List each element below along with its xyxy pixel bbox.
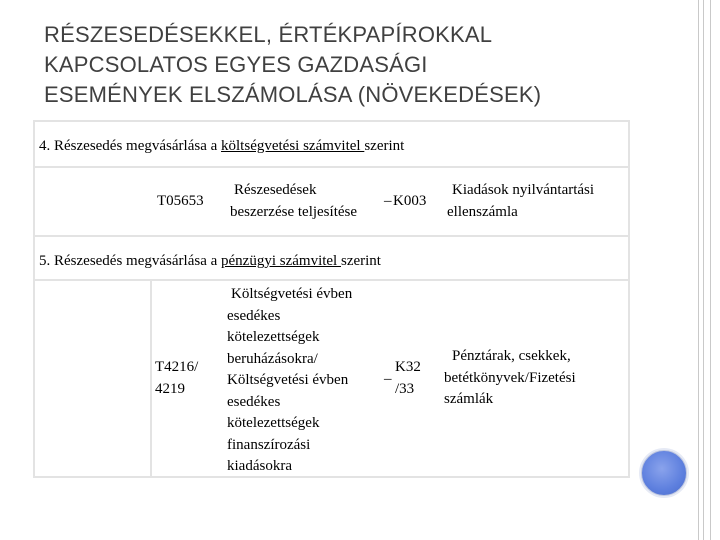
credit-account: K32 /33 [395, 359, 421, 397]
section-4-table [33, 120, 630, 237]
debit-description: Részesedések beszerzése teljesítése [230, 182, 358, 220]
section-5-heading: 5. Részesedés megvásárlása a pénzügyi számvitel szerint [39, 253, 381, 269]
debit-account: T05653 [157, 193, 204, 209]
credit-dash: – [384, 193, 392, 209]
section-4-entry-row [35, 168, 628, 235]
debit-description: Költségvetési évben esedékes kötelezettségek beruházásokra/ Költségvetési évben esedékes kötelezettségek finanszírozási kiadásokra [227, 286, 353, 474]
decorative-border-line [703, 0, 704, 540]
credit-dash: – [384, 371, 392, 387]
section-4-heading: 4. Részesedés megvásárlása a költségvetési számvitel szerint [39, 138, 405, 154]
decorative-border-line [710, 0, 711, 540]
section-4-header-cell [35, 122, 628, 166]
credit-description: Kiadások nyilvántartási ellenszámla [447, 182, 595, 220]
section-5-header-cell [35, 237, 628, 279]
decorative-circle [641, 450, 687, 496]
credit-description: Pénztárak, csekkek, betétkönyvek/Fizetési számlák [444, 348, 576, 407]
section-5-empty-cell [35, 281, 150, 476]
decorative-border-line [698, 0, 699, 540]
title-line-2: KAPCSOLATOS EGYES GAZDASÁGI [44, 52, 428, 77]
debit-account: T4216/ 4219 [155, 359, 199, 397]
slide-title [44, 20, 664, 110]
title-line-1: RÉSZESEDÉSEKKEL, ÉRTÉKPAPÍROKKAL [44, 22, 493, 47]
section-5-entry-row [152, 281, 628, 476]
title-line-3: ESEMÉNYEK ELSZÁMOLÁSA (NÖVEKEDÉSEK) [44, 82, 542, 107]
credit-account: K003 [393, 193, 427, 209]
section-5-table [33, 237, 630, 478]
